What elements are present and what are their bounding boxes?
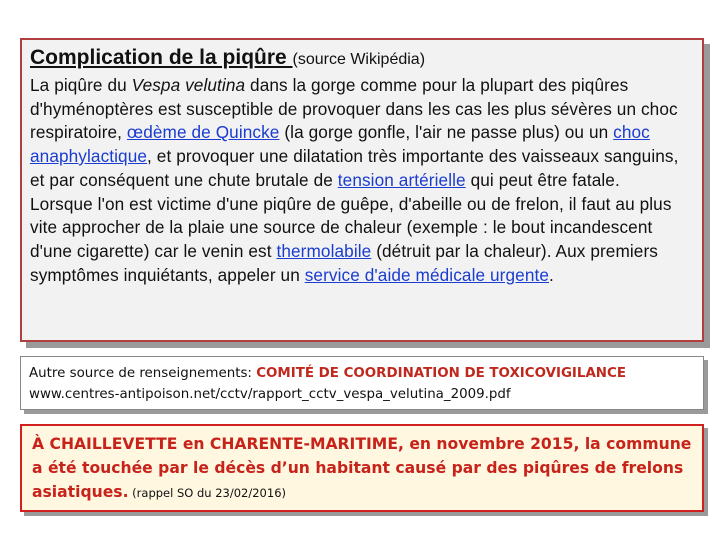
other-source-prefix: Autre source de renseignements:	[29, 366, 257, 381]
news-note: (rappel SO du 23/02/2016)	[128, 486, 286, 500]
text-segment: dans la gorge comme pour la plupart des piqûres d'hyménoptères est susceptible de provoquer dans les cas les plus sévères un choc respiratoire,	[30, 75, 678, 143]
text-segment: La piqûre du	[30, 75, 132, 95]
text-segment: , et provoquer une dilatation très importante des vaisseaux sanguins, et par conséquent une chute brutale de	[30, 146, 679, 190]
excerpt-paragraph-1	[30, 74, 696, 193]
excerpt-paragraph-2	[30, 193, 696, 288]
excerpt-title-line	[30, 44, 696, 74]
text-segment: qui peut être fatale.	[465, 169, 620, 190]
link-oedeme-quincke[interactable]: œdème de Quincke	[126, 122, 280, 143]
other-source-box	[20, 356, 704, 410]
other-source-url: www.centres-antipoison.net/cctv/rapport_cctv_vespa_velutina_2009.pdf	[29, 387, 511, 402]
news-text: À CHAILLEVETTE en CHARENTE-MARITIME, en novembre 2015, la commune a été touchée par le décès d’un habitant causé par des piqûres de frelons asiatiques.	[32, 435, 692, 501]
excerpt-source: (source Wikipédia)	[292, 51, 426, 68]
text-segment: (détruit par la chaleur). Aux premiers symptômes inquiétants, appeler un	[30, 240, 658, 285]
text-segment: (la gorge gonfle, l'air ne passe plus) ou un	[279, 122, 614, 143]
other-source-line	[29, 363, 695, 384]
excerpt-title: Complication de la piqûre	[30, 46, 293, 69]
link-service-aide-medicale[interactable]: service d'aide médicale urgente	[304, 264, 550, 285]
text-segment: Lorsque l'on est victime d'une piqûre de guêpe, d'abeille ou de frelon, il faut au plus vite approcher de la plaie une source de chaleur (exemple : le bout incandescent d'une cigarette) car le venin est	[30, 193, 672, 261]
wikipedia-excerpt-box	[20, 38, 704, 342]
link-thermolabile[interactable]: thermolabile	[276, 240, 372, 261]
toxicovigilance-org: COMITÉ DE COORDINATION DE TOXICOVIGILANCE	[256, 366, 626, 381]
news-box	[20, 424, 704, 512]
link-tension-arterielle[interactable]: tension artérielle	[337, 169, 466, 190]
link-choc-anaphylactique[interactable]: choc anaphylactique	[30, 122, 650, 167]
text-segment: .	[549, 264, 554, 285]
species-name: Vespa velutina	[131, 75, 246, 95]
